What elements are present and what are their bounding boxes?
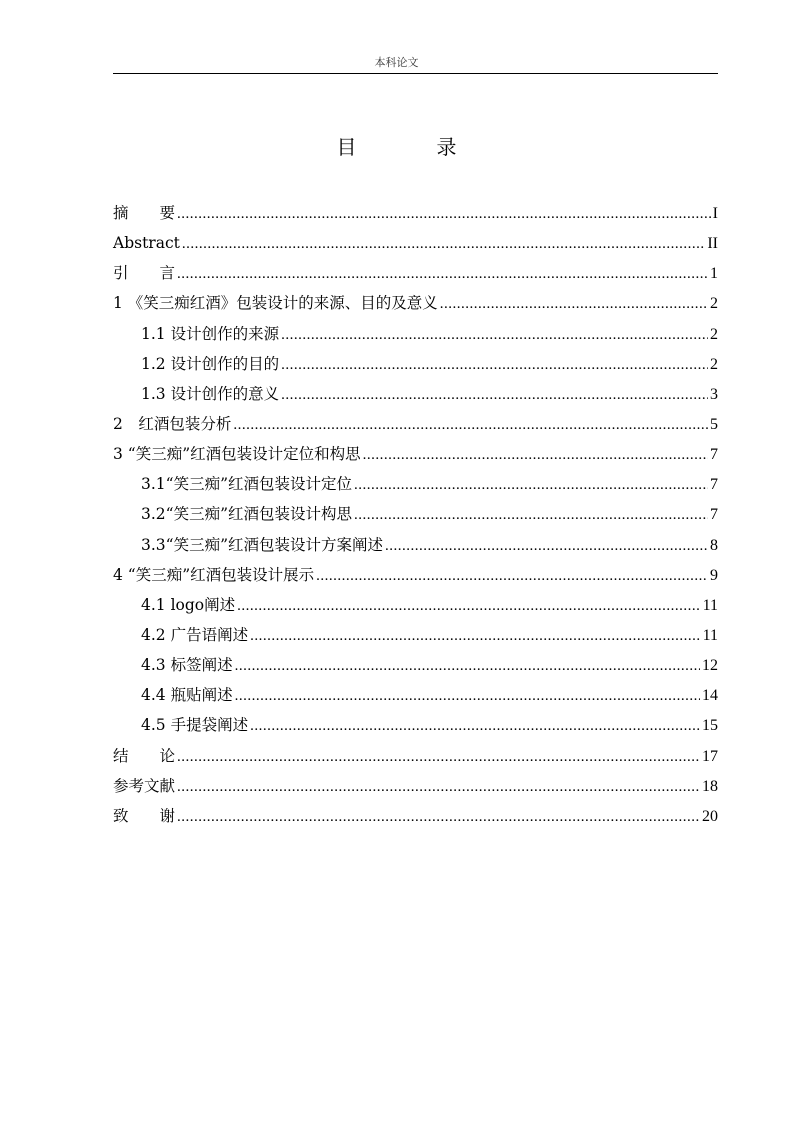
toc-entry-section-4-4[interactable] [113,680,718,710]
toc-dot-leader [177,742,700,772]
toc-dot-leader [440,289,708,319]
toc-entry-page: 14 [702,687,718,705]
toc-dot-leader [385,531,708,561]
toc-entry-page: 17 [702,747,718,765]
toc-dot-leader [354,470,708,500]
toc-dot-leader [281,350,708,380]
toc-entry-label: 3.1“笑三痴”红酒包装设计定位 [141,475,352,494]
toc-dot-leader [250,621,701,651]
toc-dot-leader [177,772,700,802]
toc-dot-leader [354,500,708,530]
toc-entry-label: 摘 要 [113,204,176,222]
toc-entry-label: 引 言 [113,264,176,283]
toc-entry-page: I [712,205,718,222]
toc-entry-label: 4.4 瓶贴阐述 [141,686,233,705]
toc-dot-leader [233,410,708,440]
page-header-title: 本科论文 [374,56,419,69]
toc-entry-page: 3 [710,385,718,403]
toc-dot-leader [237,591,700,621]
header-divider [113,73,718,74]
toc-dot-leader [363,440,708,470]
toc-entry-chapter-1[interactable] [113,288,718,318]
toc-dot-leader [182,229,705,259]
toc-entry-section-3-3[interactable] [113,530,718,560]
toc-entry-page: 20 [702,807,718,825]
toc-entry-label: 1 《笑三痴红酒》包装设计的来源、目的及意义 [113,294,438,313]
toc-entry-section-3-1[interactable] [113,469,718,499]
toc-entry-label: 4.2 广告语阐述 [141,625,249,644]
toc-list [113,198,718,831]
toc-entry-acknowledgements[interactable] [113,801,718,831]
toc-entry-label: 4.1 logo阐述 [141,595,236,614]
toc-entry-page: 8 [710,536,718,554]
toc-entry-chapter-2[interactable] [113,409,718,439]
toc-entry-section-4-2[interactable] [113,620,718,650]
toc-entry-label: 1.2 设计创作的目的 [141,354,280,373]
toc-entry-conclusion[interactable] [113,741,718,771]
toc-entry-page: 9 [710,566,718,584]
toc-entry-page: 2 [710,295,718,313]
toc-entry-label: 4.3 标签阐述 [141,656,233,675]
toc-dot-leader [316,561,708,591]
toc-dot-leader [281,320,708,350]
toc-entry-section-4-3[interactable] [113,650,718,680]
toc-entry-page: 2 [710,355,718,373]
toc-entry-label: 致 谢 [113,806,176,825]
toc-entry-page: 11 [702,626,718,644]
toc-entry-label: 结 论 [113,746,176,765]
toc-dot-leader [177,259,708,289]
toc-entry-page: 2 [710,325,718,343]
toc-entry-label: 3.2“笑三痴”红酒包装设计构思 [141,505,352,524]
toc-entry-references[interactable] [113,771,718,801]
toc-entry-label: 1.1 设计创作的来源 [141,324,280,343]
toc-entry-page: 18 [702,777,718,795]
toc-entry-page: 1 [710,265,718,283]
toc-entry-section-4-1[interactable] [113,590,718,620]
toc-entry-section-1-2[interactable] [113,349,718,379]
toc-entry-page: 7 [710,506,718,524]
toc-entry-chapter-3[interactable] [113,439,718,469]
toc-entry-section-1-1[interactable] [113,319,718,349]
toc-entry-label: 4 “笑三痴”红酒包装设计展示 [113,565,315,584]
toc-entry-chapter-4[interactable] [113,560,718,590]
toc-title: 目 录 [336,135,487,159]
toc-entry-page: 15 [702,717,718,735]
toc-entry-section-4-5[interactable] [113,710,718,740]
toc-dot-leader [235,651,700,681]
toc-dot-leader [177,199,711,229]
toc-entry-label: 4.5 手提袋阐述 [141,716,249,735]
toc-entry-label: 3 “笑三痴”红酒包装设计定位和构思 [113,445,361,464]
toc-dot-leader [250,711,700,741]
toc-entry-page: 11 [702,596,718,614]
toc-entry-page: 7 [710,476,718,494]
toc-entry-page: 5 [710,415,718,433]
toc-entry-section-1-3[interactable] [113,379,718,409]
toc-entry-introduction[interactable] [113,258,718,288]
toc-entry-page: 12 [702,657,718,675]
toc-entry-label: 3.3“笑三痴”红酒包装设计方案阐述 [141,535,383,554]
toc-entry-label: 1.3 设计创作的意义 [141,384,280,403]
toc-dot-leader [235,681,700,711]
toc-entry-label: Abstract [113,234,180,253]
toc-entry-abstract-cn[interactable] [113,198,718,228]
toc-entry-abstract-en[interactable] [113,228,718,258]
toc-dot-leader [177,802,700,832]
toc-entry-page: 7 [710,446,718,464]
toc-entry-label: 2 红酒包装分析 [113,414,232,433]
toc-entry-section-3-2[interactable] [113,499,718,529]
toc-entry-page: II [707,235,718,253]
toc-entry-label: 参考文献 [113,776,176,795]
toc-dot-leader [281,380,708,410]
